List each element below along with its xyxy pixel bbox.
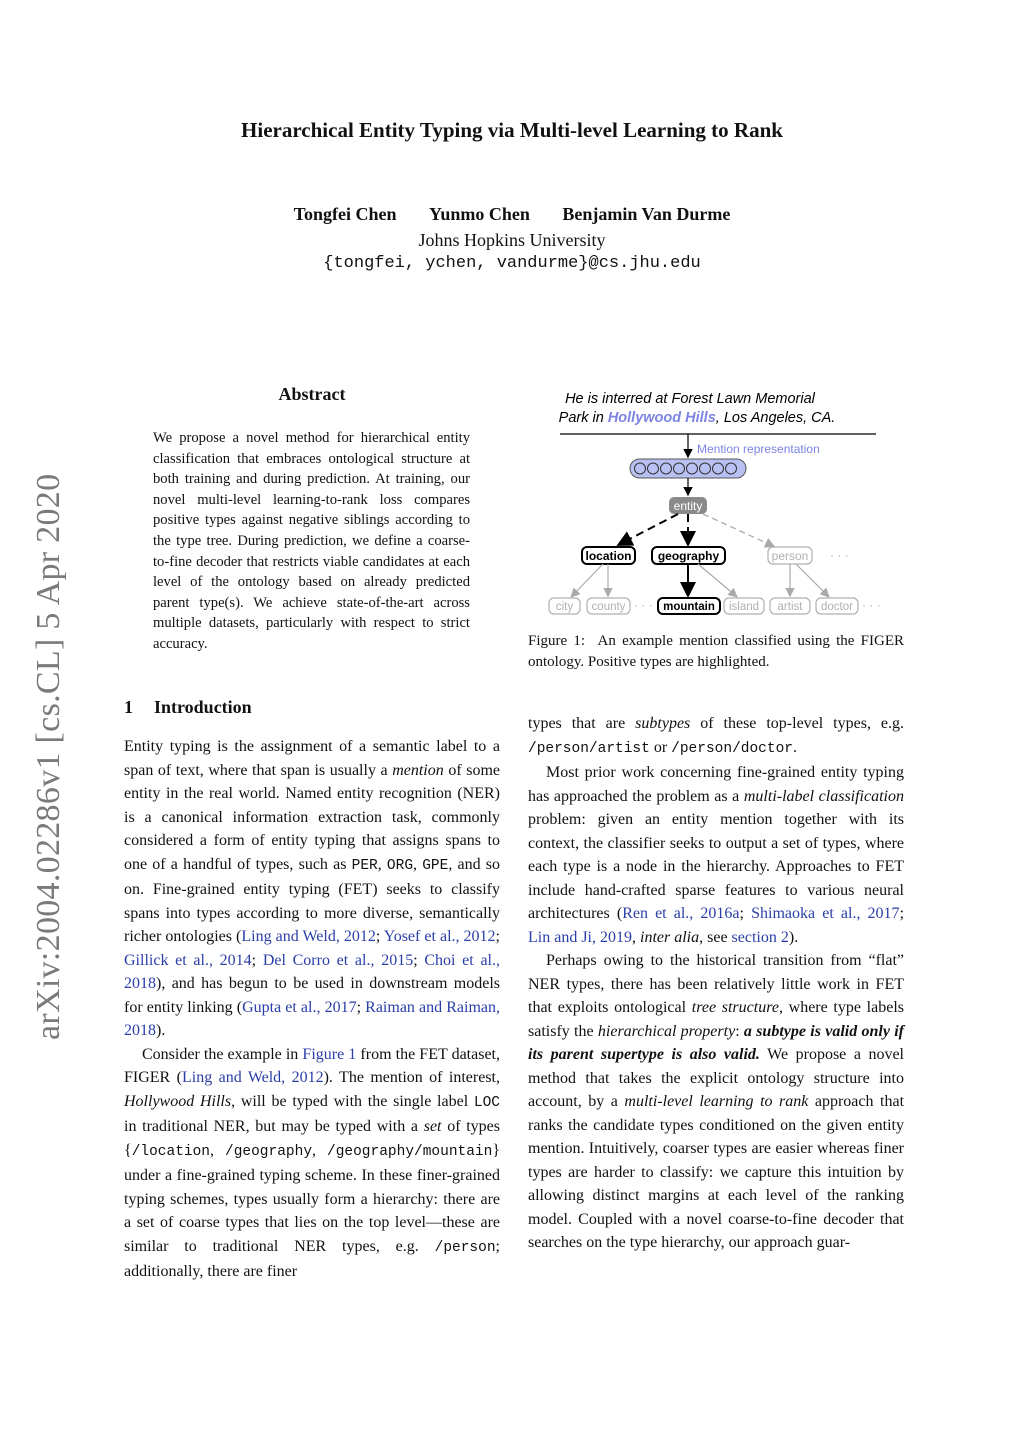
example-sentence: He is interred at Forest Lawn Memorial — [565, 391, 815, 407]
ellipsis: · · · — [634, 598, 653, 612]
mention-rep-label: Mention representation — [697, 442, 820, 456]
section-title: Introduction — [154, 697, 252, 717]
sentence-part: Park in — [558, 410, 608, 426]
author-list — [0, 204, 1024, 225]
author-name: Tongfei Chen — [293, 204, 397, 224]
type-label: location — [585, 549, 632, 563]
type-label: person — [771, 549, 809, 563]
edge-negative — [796, 564, 828, 596]
mention-span: Hollywood Hills — [607, 410, 716, 426]
type-label: doctor — [821, 601, 853, 613]
figure-caption — [528, 631, 904, 673]
figure-link[interactable]: Figure 1 — [302, 1045, 357, 1063]
intro-right-column — [528, 712, 904, 1255]
intro-left-column — [124, 735, 500, 1284]
edge-negative — [703, 514, 773, 546]
citation-link[interactable]: Lin and Ji, 2019 — [528, 928, 632, 946]
section-number: 1 — [124, 697, 133, 717]
citation-link[interactable]: Raiman and Raiman, 2018 — [124, 998, 500, 1039]
paragraph: Perhaps owing to the historical transition from “flat” NER types, there has been relatively little work in FET that exploits ontological tree structure, where type labels satisfy the hierarchical property: a subtype is valid only if its parent supertype is also valid. We propose a novel method that takes the explicit ontology structure into account, by a multi-level learning to rank approach that ranks the candidate types conditioned on the given entity mention. Intuitively, coarser types are easier whereas finer types are harder to classify: we capture this intuition by allowing distinct margins at each level of the ranking model. Coupled with a novel coarse-to-fine decoder that searches on the type hierarchy, our approach guar- — [528, 952, 905, 1251]
author-name: Yunmo Chen — [428, 204, 530, 224]
paragraph: Consider the example in Figure 1 from the FET dataset, FIGER (Ling and Weld, 2012). The mention of interest, Hollywood Hills, will be typed with the single label LOC in traditional NER, but may be typed with a set of types {/location, /geography, /geography/mountain} under a fine-grained typing scheme. In these finer-grained typing schemes, types usually form a hierarchy: there are a set of coarse types that lies on the top level—these are similar to traditional NER types, e.g. /person; additionally, there are finer — [124, 1045, 501, 1280]
arxiv-stamp: arXiv:2004.02286v1 [cs.CL] 5 Apr 2020 — [30, 473, 67, 1040]
citation-link[interactable]: Gillick et al., 2014 — [124, 951, 252, 969]
caption-label: Figure 1: — [528, 633, 586, 649]
root-label: entity — [673, 499, 703, 513]
ellipsis: · · · — [830, 548, 849, 562]
ontology-diagram — [528, 380, 904, 620]
type-label: city — [555, 601, 574, 613]
section-heading — [124, 697, 252, 718]
type-label: island — [728, 601, 760, 613]
citation-link[interactable]: Ling and Weld, 2012 — [241, 928, 376, 945]
email: {tongfei, ychen, vandurme}@cs.jhu.edu — [323, 254, 701, 273]
type-label: artist — [777, 601, 803, 613]
edge-positive — [620, 514, 678, 544]
edge-negative — [572, 564, 603, 596]
citation-link[interactable]: Gupta et al., 2017 — [242, 998, 357, 1016]
ellipsis: · · · — [862, 598, 881, 612]
example-sentence — [559, 410, 836, 426]
citation-link[interactable]: Shimaoka et al., 2017 — [751, 905, 900, 922]
type-label: county — [591, 601, 626, 613]
type-label: mountain — [663, 601, 715, 613]
caption-text: An example mention classified using the FIGER ontology. Positive types are highlighted. — [528, 633, 904, 670]
abstract-text: We propose a novel method for hierarchical entity classification that embraces ontological structure at both training and during prediction. At training, our novel multi-level learning-to-rank loss compares positive types against negative siblings according to the type tree. During prediction, we define a coarse-to-fine decoder that restricts viable candidates at each level of the ontology based on already predicted parent type(s). We achieve state-of-the-art across multiple datasets, particularly with respect to strict accuracy. — [153, 430, 470, 652]
citation-link[interactable]: Choi et al., 2018 — [124, 951, 500, 992]
paragraph: Most prior work concerning fine-grained entity typing has approached the problem as a multi-label classification problem: given an entity mention together with its context, the classifier seeks to output a set of types, where each type is a node in the hierarchy. Approaches to FET include hand-crafted sparse features to various neural architectures (Ren et al., 2016a; Shimaoka et al., 2017; Lin and Ji, 2019, inter alia, see section 2). — [528, 764, 905, 946]
citation-link[interactable]: Ling and Weld, 2012 — [181, 1069, 324, 1086]
sentence-part: , Los Angeles, CA. — [715, 410, 836, 426]
figure-1 — [528, 380, 904, 620]
paper-title: Hierarchical Entity Typing via Multi-level Learning to Rank — [241, 118, 783, 142]
citation-link[interactable]: Yosef et al., 2012 — [383, 928, 496, 945]
paragraph: types that are subtypes of these top-level types, e.g. /person/artist or /person/doctor. — [528, 715, 905, 757]
paragraph: Entity typing is the assignment of a semantic label to a span of text, where that span is usually a mention of some entity in the real world. Named entity recognition (NER) is a canonical information extraction task, commonly considered a form of entity typing that assigns spans to one of a handful of types, such as PER, ORG, GPE, and so on. Fine-grained entity typing (FET) seeks to classify spans into types according to more diverse, semantically richer ontologies (Ling and Weld, 2012; Yosef et al., 2012; Gillick et al., 2014; Del Corro et al., 2015; Choi et al., 2018), and has begun to be used in downstream models for entity linking (Gupta et al., 2017; Raiman and Raiman, 2018). — [124, 738, 501, 1039]
edge-negative — [698, 564, 736, 596]
section-link[interactable]: section 2 — [731, 928, 789, 946]
abstract-heading: Abstract — [278, 384, 346, 404]
citation-link[interactable]: Ren et al., 2016a — [622, 905, 740, 922]
author-name: Benjamin Van Durme — [562, 204, 731, 224]
affiliation: Johns Hopkins University — [418, 230, 606, 250]
type-label: geography — [657, 549, 720, 563]
citation-link[interactable]: Del Corro et al., 2015 — [262, 951, 414, 969]
